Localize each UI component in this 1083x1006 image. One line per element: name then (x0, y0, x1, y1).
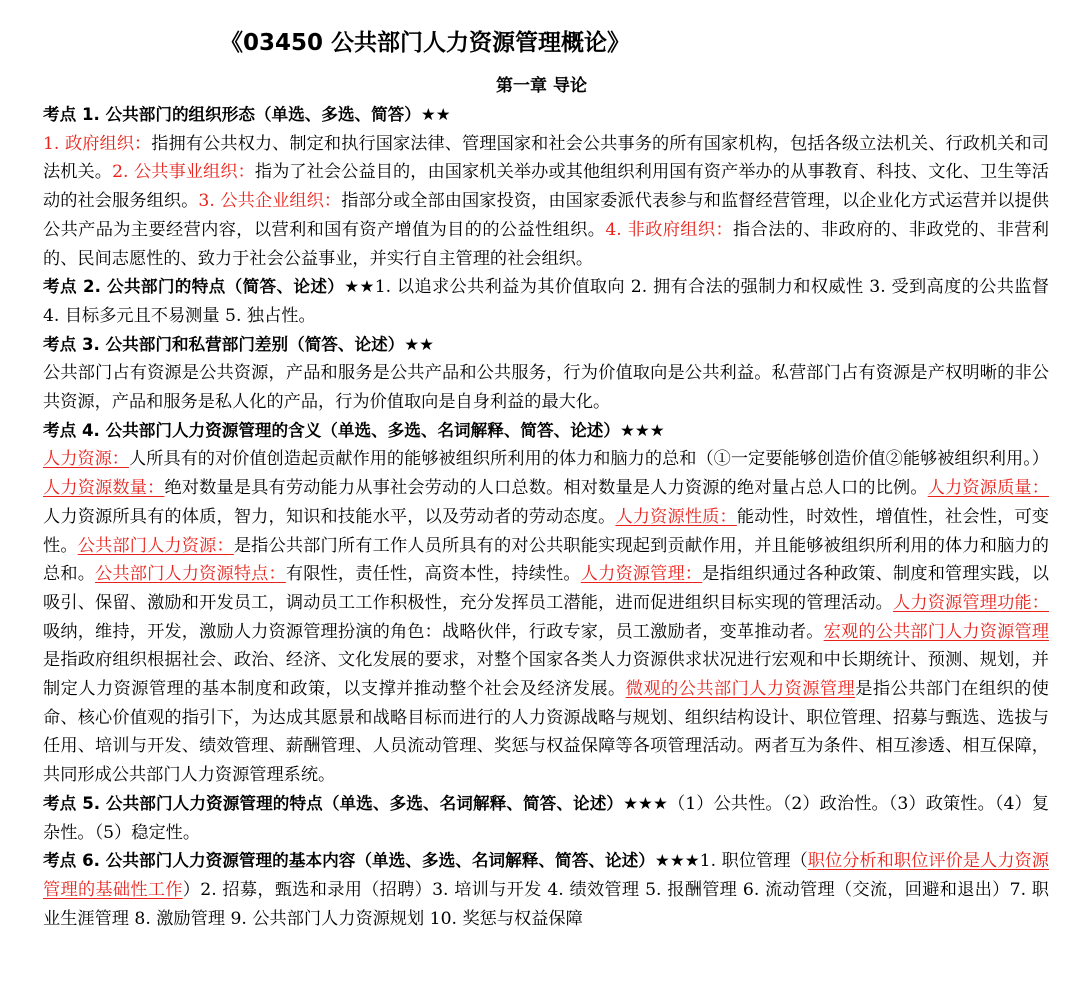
term-hrm-functions: 人力资源管理功能： (893, 592, 1049, 613)
section-6-text-post: ）2. 招募，甄选和录用（招聘）3. 培训与开发 4. 绩效管理 5. 报酬管理 6. 流动管理（交流，回避和退出）7. 职业生涯管理 8. 激励管理 9. 公共部门人力资源规划 10. 奖惩与权益保障 (43, 879, 1049, 929)
def-public-institution: 指为了社会公益目的，由国家机关举办或其他组织利用国有资产举办的从事教育、科技、文化、卫生等活动的社会服务组织。 (43, 162, 1049, 212)
term-macro-public-hrm: 宏观的公共部门人力资源管理 (823, 621, 1049, 642)
section-4 (43, 417, 1049, 790)
term-public-institution: 2. 公共事业组织： (112, 162, 255, 183)
section-2-heading: 考点 2. 公共部门的特点（简答、论述）★★ (43, 277, 375, 297)
term-human-resources: 人力资源： (43, 449, 129, 470)
term-government-org: 1. 政府组织： (43, 133, 152, 154)
term-hr-quantity: 人力资源数量： (43, 478, 165, 499)
section-3 (43, 331, 1049, 417)
def-hr-nature: 能动性，时效性，增值性，社会性，可变性。 (43, 506, 1049, 556)
def-ngo: 指合法的、非政府的、非政党的、非营利的、民间志愿性的、致力于社会公益事业，并实行自主管理的社会组织。 (43, 219, 1049, 269)
def-public-hr: 是指公共部门所有工作人员所具有的对公共职能实现起到贡献作用，并且能够被组织所利用的体力和脑力的总和。 (43, 535, 1049, 585)
document-body (43, 101, 1049, 933)
document-title: 《03450 公共部门人力资源管理概论》 (219, 30, 631, 56)
def-hrm-functions: 吸纳，维持，开发，激励人力资源管理扮演的角色：战略伙伴，行政专家，员工激励者，变革推动者。 (43, 621, 824, 642)
def-government-org: 指拥有公共权力、制定和执行国家法律、管理国家和社会公共事务的所有国家机构，包括各级立法机关、行政机关和司法机关。 (43, 133, 1049, 183)
def-hrm: 是指组织通过各种政策、制度和管理实践，以吸引、保留、激励和开发员工，调动员工工作积极性，充分发挥员工潜能，进而促进组织目标实现的管理活动。 (43, 564, 1049, 613)
def-public-enterprise: 指部分或全部由国家投资，由国家委派代表参与和监督经营管理，以企业化方式运营并以提供公共产品为主要经营内容，以营利和国有资产增值为目的的公益性组织。 (43, 191, 1049, 240)
term-public-enterprise: 3. 公共企业组织： (198, 191, 342, 212)
def-macro-public-hrm: 是指政府组织根据社会、政治、经济、文化发展的要求，对整个国家各类人力资源供求状况进行宏观和中长期统计、预测、规划，并制定人力资源管理的基本制度和政策，以支撑并推动整个社会及经济发展。 (43, 650, 1049, 700)
section-6 (43, 847, 1049, 933)
section-1-heading: 考点 1. 公共部门的组织形态（单选、多选、简答）★★ (43, 105, 451, 124)
section-5-heading: 考点 5. 公共部门人力资源管理的特点（单选、多选、名词解释、简答、论述）★★★ (43, 793, 668, 813)
section-3-text: 公共部门占有资源是公共资源，产品和服务是公共产品和公共服务，行为价值取向是公共利益。私营部门占有资源是产权明晰的非公共资源，产品和服务是私人化的产品，行为价值取向是自身利益的最大化。 (43, 363, 1049, 413)
term-hr-quality: 人力资源质量： (927, 478, 1049, 499)
section-6-highlight: 职位分析和职位评价是人力资源管理的基础性工作 (43, 851, 1049, 900)
def-hr-quality: 人力资源所具有的体质，智力，知识和技能水平，以及劳动者的劳动态度。 (43, 506, 616, 527)
def-micro-public-hrm: 是指公共部门在组织的使命、核心价值观的指引下，为达成其愿景和战略目标而进行的人力资源战略与规划、组织结构设计、职位管理、招募与甄选、选拔与任用、培训与开发、绩效管理、薪酬管理、人员流动管理、奖惩与权益保障等各项管理活动。两者互为条件、相互渗透、相互保障，共同形成公共部门人力资源管理系统。 (43, 679, 1049, 786)
section-6-text-pre: 1. 职位管理（ (699, 851, 808, 872)
term-micro-public-hrm: 微观的公共部门人力资源管理 (625, 679, 856, 700)
section-2 (43, 273, 1049, 330)
def-hr-quantity: 绝对数量是具有劳动能力从事社会劳动的人口总数。相对数量是人力资源的绝对量占总人口的比例。 (164, 478, 928, 499)
term-public-hr-features: 公共部门人力资源特点： (95, 564, 286, 585)
term-hrm: 人力资源管理： (580, 564, 703, 585)
chapter-heading: 第一章 导论 (496, 76, 587, 96)
section-1 (43, 101, 1049, 273)
section-3-heading: 考点 3. 公共部门和私营部门差别（简答、论述）★★ (43, 334, 435, 354)
term-ngo: 4. 非政府组织： (605, 219, 734, 240)
section-6-heading: 考点 6. 公共部门人力资源管理的基本内容（单选、多选、名词解释、简答、论述）★★★ (43, 851, 700, 871)
def-human-resources: 人所具有的对价值创造起贡献作用的能够被组织所利用的体力和脑力的总和（①一定要能够创造价值②能够被组织利用。） (128, 449, 1049, 470)
term-hr-nature: 人力资源性质： (615, 506, 737, 527)
def-public-hr-features: 有限性，责任性，高资本性，持续性。 (285, 564, 581, 585)
section-5 (43, 790, 1049, 847)
section-5-text: （1）公共性。（2）政治性。（3）政策性。（4）复杂性。（5）稳定性。 (43, 793, 1050, 843)
section-2-text: 1. 以追求公共利益为其价值取向 2. 拥有合法的强制力和权威性 3. 受到高度的公共监督 4. 目标多元且不易测量 5. 独占性。 (43, 277, 1049, 326)
section-4-heading: 考点 4. 公共部门人力资源管理的含义（单选、多选、名词解释、简答、论述）★★★ (43, 420, 665, 440)
term-public-hr: 公共部门人力资源： (77, 535, 234, 556)
